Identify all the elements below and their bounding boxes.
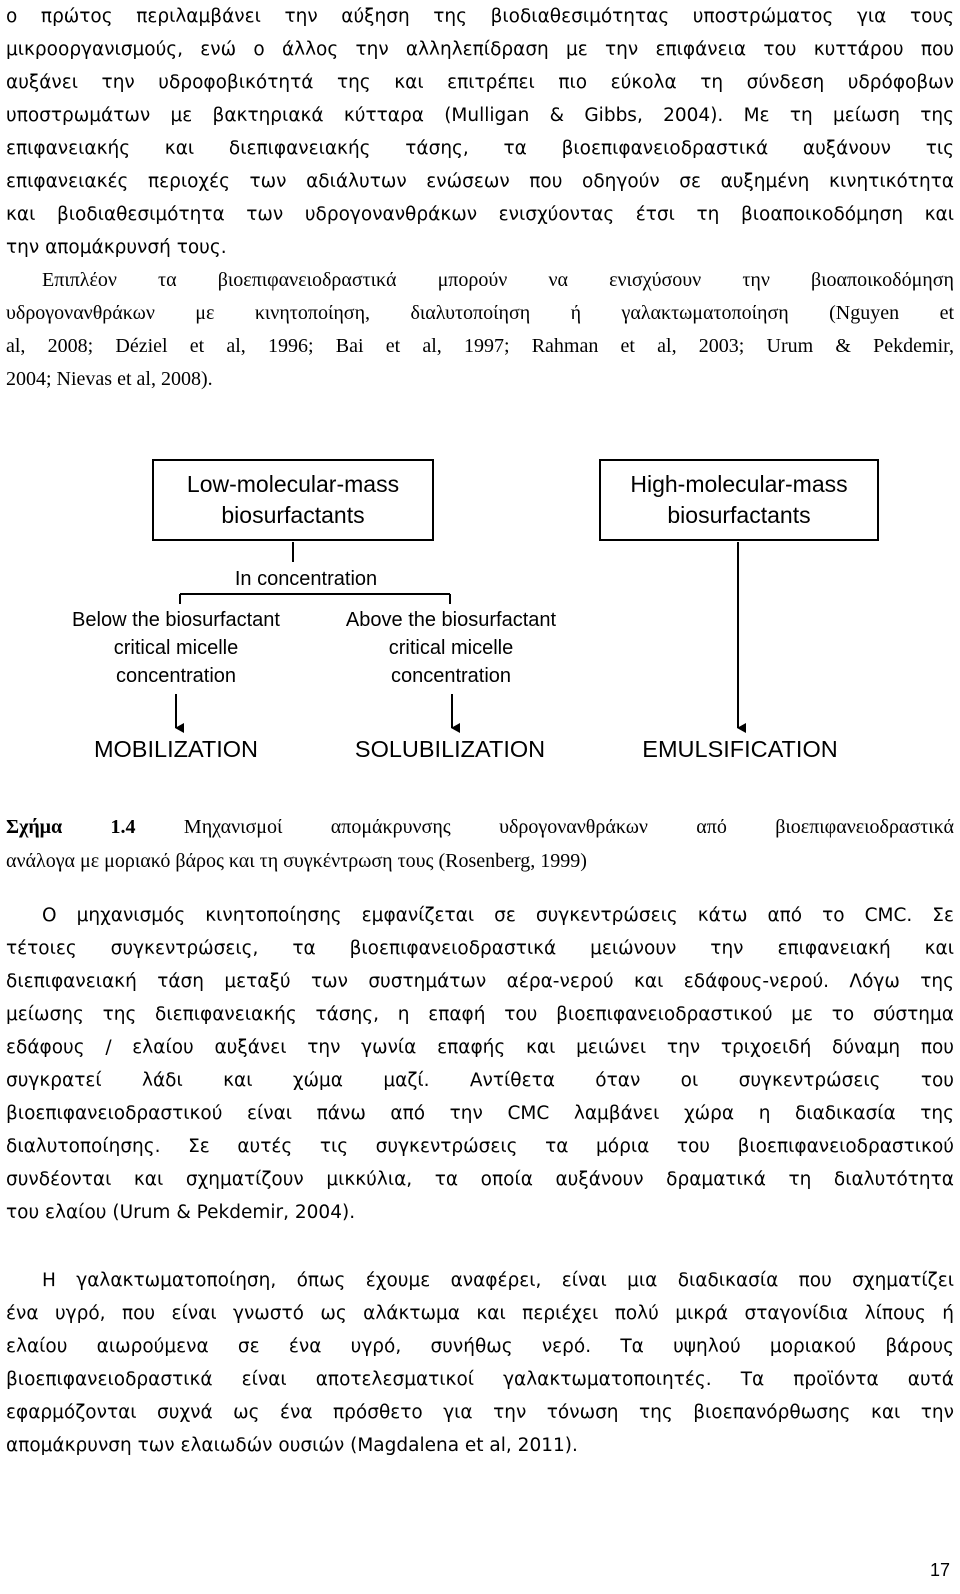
figure-caption [6, 810, 954, 878]
text-line: επιφανειακές περιοχές των αδιάλυτων ενώσεων που οδηγούν σε αυξημένη κινητικότητα [6, 171, 954, 192]
below-cmc-label: Below the biosurfactant critical micelle concentration [72, 609, 280, 687]
text-line: επιφανειακής και διεπιφανειακής τάσης, τα βιοεπιφανειοδραστικά αυξάνουν τις [6, 138, 954, 159]
text-line: υποστρωμάτων με βακτηριακά κύτταρα (Mulligan & Gibbs, 2004). Με τη μείωση της [6, 105, 954, 126]
text-line: ένα υγρό, που είναι γνωστό ως αλάκτωμα και περιέχει πολύ μικρά σταγονίδια λίπους ή [6, 1303, 954, 1324]
paragraph-4 [6, 1264, 954, 1462]
text-line: Η γαλακτωματοποίηση, όπως έχουμε αναφέρει, είναι μια διαδικασία που σχηματίζει [42, 1270, 954, 1291]
text-line: και βιοδιαθεσιμότητα των υδρογονανθράκων ενισχύοντας έτσι τη βιοαποικοδόμηση και [6, 204, 954, 225]
mobilization-label: MOBILIZATION [93, 736, 259, 762]
text-line: υδρογονανθράκων με κινητοποίηση, διαλυτοποίηση ή γαλακτωματοποίηση (Nguyen et [6, 302, 954, 324]
in-concentration-label: In concentration [234, 568, 378, 590]
paragraph-3 [6, 899, 954, 1229]
box-label: Low-molecular-mass [186, 471, 400, 497]
text-line: συνδέονται και σχηματίζουν μικκύλια, τα οποία αυξάνουν δραματικά τη διαλυτότητα [6, 1169, 954, 1190]
box-label: biosurfactants [221, 502, 365, 528]
page-number: 17 [929, 1560, 950, 1580]
text-line: μείωσης της διεπιφανειακής τάσης, η επαφή του βιοεπιφανειοδραστικού με το σύστημα [6, 1004, 954, 1025]
text-line: εδάφους / ελαίου αυξάνει την γωνία επαφής και μειώνει την τριχοειδή δύναμη που [6, 1037, 954, 1058]
text-line: Ο μηχανισμός κινητοποίησης εμφανίζεται σε συγκεντρώσεις κάτω από το CMC. Σε [42, 905, 954, 926]
text-line: 2004; Nievas et al, 2008). [6, 368, 213, 390]
caption-label: Σχήμα 1.4 [6, 816, 136, 838]
box-label: High-molecular-mass [630, 471, 848, 497]
text-line: al, 2008; Déziel et al, 1996; Bai et al, 1997; Rahman et al, 2003; Urum & Pekdemir, [6, 335, 954, 357]
box-label: biosurfactants [667, 502, 811, 528]
text-line: του ελαίου (Urum & Pekdemir, 2004). [6, 1202, 356, 1223]
text-line: ο πρώτος περιλαμβάνει την αύξηση της βιοδιαθεσιμότητας υποστρώματος για τους [6, 6, 954, 27]
text-line: την απομάκρυνσή τους. [6, 237, 227, 258]
text-line: ελαίου αιωρούμενα σε ένα υγρό, συνήθως νερό. Τα υψηλού μοριακού βάρους [6, 1336, 954, 1357]
text-line: εφαρμόζονται συχνά ως ένα πρόσθετο για την τόνωση της βιοεπανόρθωσης και την [6, 1402, 954, 1423]
text-line: αυξάνει την υδροφοβικότητά της και επιτρέπει πιο εύκολα τη σύνδεση υδρόφοβων [6, 72, 954, 93]
text-line: τέτοιες συγκεντρώσεις, τα βιοεπιφανειοδραστικά μειώνουν την επιφανειακή και [6, 938, 954, 959]
caption-line: ανάλογα με μοριακό βάρος και τη συγκέντρωση τους (Rosenberg, 1999) [6, 850, 587, 872]
text-line: Επιπλέον τα βιοεπιφανειοδραστικά μπορούν να ενισχύσουν την βιοαποικοδόμηση [42, 269, 954, 291]
text-line: βιοεπιφανειοδραστικού είναι πάνω από την CMC λαμβάνει χώρα η διαδικασία της [6, 1103, 954, 1124]
above-cmc-label: Above the biosurfactant critical micelle concentration [345, 609, 557, 687]
caption-line: Σχήμα 1.4 Μηχανισμοί απομάκρυνσης υδρογονανθράκων από βιοεπιφανειοδραστικά [6, 816, 954, 838]
text-line: διαλυτοποίησης. Σε αυτές τις συγκεντρώσεις τα μόρια του βιοεπιφανειοδραστικού [6, 1136, 954, 1157]
text-line: απομάκρυνση των ελαιωδών ουσιών (Magdalena et al, 2011). [6, 1435, 578, 1456]
text-line: διεπιφανειακή τάση μεταξύ των συστημάτων αέρα-νερού και εδάφους-νερού. Λόγω της [6, 971, 954, 992]
solubilization-label: SOLUBILIZATION [354, 736, 546, 762]
text-line: βιοεπιφανειοδραστικά είναι αποτελεσματικοί γαλακτωματοποιητές. Τα προϊόντα αυτά [6, 1369, 954, 1390]
text-line: συγκρατεί λάδι και χώμα μαζί. Αντίθετα όταν οι συγκεντρώσεις του [6, 1070, 954, 1091]
text-line: μικροοργανισμούς, ενώ ο άλλος την αλληλεπίδραση με την επιφάνεια του κυττάρου που [6, 39, 954, 60]
emulsification-label: EMULSIFICATION [642, 736, 838, 762]
